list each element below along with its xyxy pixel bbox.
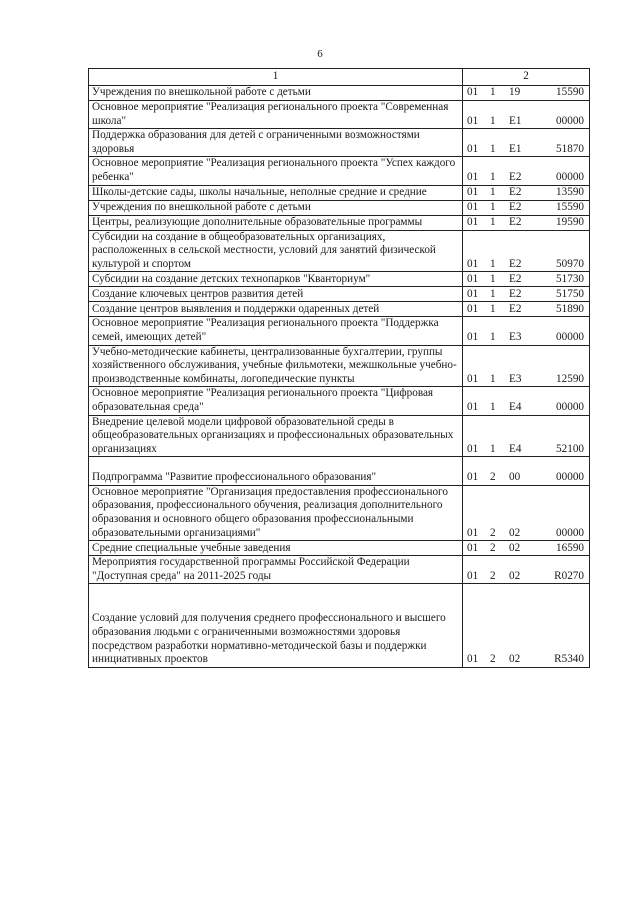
code-program: 01 <box>467 257 479 270</box>
row-name: Субсидии на создание детских технопарков "Кванториум" <box>92 272 371 285</box>
code-event: 02 <box>509 569 521 582</box>
code-direction: 00000 <box>556 114 584 127</box>
row-code-cell <box>463 415 590 457</box>
row-name: Создание центров выявления и поддержки одаренных детей <box>92 302 380 315</box>
code-event: E2 <box>509 257 522 270</box>
code-direction: 00000 <box>556 170 584 183</box>
code-direction: 52100 <box>556 442 584 455</box>
row-code-cell <box>463 272 590 287</box>
code-program: 01 <box>467 471 479 484</box>
code-program: 01 <box>467 442 479 455</box>
row-code-cell <box>463 302 590 317</box>
code-program: 01 <box>467 215 479 228</box>
code-subprogram: 1 <box>490 272 496 285</box>
code-program: 01 <box>467 170 479 183</box>
row-code-cell <box>463 287 590 302</box>
row-name-cell <box>89 415 463 457</box>
code-direction: 15590 <box>556 86 584 99</box>
code-direction: 15590 <box>556 200 584 213</box>
code-event: 02 <box>509 653 521 666</box>
row-code-cell <box>463 556 590 584</box>
code-program: 01 <box>467 541 479 554</box>
table-row <box>89 215 590 230</box>
budget-classification-table <box>88 68 590 668</box>
code-subprogram: 1 <box>490 287 496 300</box>
row-name: Основное мероприятие "Реализация регионального проекта "Поддержка семей, имеющих детей" <box>92 317 439 343</box>
row-name: Создание ключевых центров развития детей <box>92 287 304 300</box>
table-row <box>89 387 590 415</box>
code-program: 01 <box>467 302 479 315</box>
code-event: E3 <box>509 372 522 385</box>
code-direction: 13590 <box>556 185 584 198</box>
code-event: E1 <box>509 142 522 155</box>
code-program: 01 <box>467 330 479 343</box>
row-name: Основное мероприятие "Реализация регионального проекта "Успех каждого ребенка" <box>92 157 456 183</box>
table-row <box>89 230 590 272</box>
code-subprogram: 1 <box>490 330 496 343</box>
row-code-cell <box>463 157 590 185</box>
header-col-1: 1 <box>89 69 463 86</box>
row-name-cell <box>89 272 463 287</box>
code-direction: 00000 <box>556 526 584 539</box>
code-program: 01 <box>467 569 479 582</box>
code-subprogram: 1 <box>490 142 496 155</box>
code-program: 01 <box>467 372 479 385</box>
table-row <box>89 129 590 157</box>
row-code-cell <box>463 200 590 215</box>
row-name: Мероприятия государственной программы Российской Федерации "Доступная среда" на 2011-2025 годы <box>92 556 410 582</box>
header-col-2: 2 <box>463 69 590 86</box>
row-name-cell <box>89 541 463 556</box>
page-number: 6 <box>317 48 323 60</box>
table-row <box>89 157 590 185</box>
row-name-cell <box>89 287 463 302</box>
code-direction: 00000 <box>556 330 584 343</box>
code-subprogram: 2 <box>490 471 496 484</box>
table-row <box>89 86 590 101</box>
code-direction: R0270 <box>554 569 584 582</box>
row-code-cell <box>463 387 590 415</box>
code-event: E3 <box>509 330 522 343</box>
table-row <box>89 317 590 345</box>
row-code-cell <box>463 230 590 272</box>
row-name: Подпрограмма "Развитие профессионального образования" <box>92 471 377 484</box>
row-name: Центры, реализующие дополнительные образовательные программы <box>92 215 423 228</box>
table-row <box>89 287 590 302</box>
code-subprogram: 1 <box>490 170 496 183</box>
row-code-cell <box>463 457 590 486</box>
row-name: Основное мероприятие "Организация предоставления профессионального образования, профессионального обучения, реализация дополнительного образования и основного общего образования профессиональными образовательными организациями" <box>92 485 448 539</box>
code-subprogram: 1 <box>490 200 496 213</box>
row-code-cell <box>463 317 590 345</box>
row-name: Создание условий для получения среднего профессионального и высшего образования людьми с ограниченными возможностями здоровья посредством разработки нормативно-методической базы и поддержки инициативных проектов <box>92 612 446 666</box>
code-program: 01 <box>467 185 479 198</box>
table-row <box>89 101 590 129</box>
row-name-cell <box>89 230 463 272</box>
code-direction: 00000 <box>556 471 584 484</box>
code-program: 01 <box>467 86 479 99</box>
table-row <box>89 302 590 317</box>
table-row <box>89 541 590 556</box>
row-code-cell <box>463 129 590 157</box>
row-code-cell <box>463 485 590 540</box>
code-event: E1 <box>509 114 522 127</box>
row-name-cell <box>89 101 463 129</box>
code-event: E2 <box>509 185 522 198</box>
code-event: 02 <box>509 526 521 539</box>
row-code-cell <box>463 541 590 556</box>
row-name: Средние специальные учебные заведения <box>92 541 291 554</box>
code-event: 00 <box>509 471 521 484</box>
row-name: Учебно-методические кабинеты, централизованные бухгалтерии, группы хозяйственного обслуживания, учебные фильмотеки, межшкольные учебно-производственные комбинаты, логопедические пункты <box>92 345 457 385</box>
row-name-cell <box>89 387 463 415</box>
code-subprogram: 2 <box>490 541 496 554</box>
code-event: E2 <box>509 287 522 300</box>
code-direction: 00000 <box>556 400 584 413</box>
code-program: 01 <box>467 400 479 413</box>
row-name: Школы-детские сады, школы начальные, неполные средние и средние <box>92 185 427 198</box>
table-row <box>89 584 590 667</box>
row-name-cell <box>89 317 463 345</box>
row-name-cell <box>89 200 463 215</box>
row-name-cell <box>89 485 463 540</box>
code-program: 01 <box>467 200 479 213</box>
code-event: E4 <box>509 442 522 455</box>
code-program: 01 <box>467 272 479 285</box>
code-subprogram: 1 <box>490 215 496 228</box>
row-name: Внедрение целевой модели цифровой образовательной среды в общеобразовательных организациях и профессиональных образовательных организациях <box>92 415 454 455</box>
row-name: Субсидии на создание в общеобразовательных организациях, расположенных в сельской местности, условий для занятий физической культурой и спортом <box>92 230 436 270</box>
row-code-cell <box>463 215 590 230</box>
row-code-cell <box>463 584 590 667</box>
code-subprogram: 1 <box>490 302 496 315</box>
row-code-cell <box>463 101 590 129</box>
code-direction: 51750 <box>556 287 584 300</box>
table-row <box>89 415 590 457</box>
code-event: 19 <box>509 86 521 99</box>
row-name-cell <box>89 129 463 157</box>
row-name-cell <box>89 302 463 317</box>
code-program: 01 <box>467 287 479 300</box>
code-subprogram: 1 <box>490 400 496 413</box>
code-subprogram: 1 <box>490 86 496 99</box>
code-direction: R5340 <box>554 653 584 666</box>
row-name: Учреждения по внешкольной работе с детьми <box>92 200 311 213</box>
code-subprogram: 1 <box>490 372 496 385</box>
row-name-cell <box>89 215 463 230</box>
table-row <box>89 272 590 287</box>
row-name-cell <box>89 556 463 584</box>
code-program: 01 <box>467 114 479 127</box>
table-row <box>89 185 590 200</box>
table-row <box>89 457 590 486</box>
table-row <box>89 485 590 540</box>
code-subprogram: 1 <box>490 257 496 270</box>
code-direction: 16590 <box>556 541 584 554</box>
code-event: E4 <box>509 400 522 413</box>
code-event: E2 <box>509 200 522 213</box>
code-subprogram: 1 <box>490 185 496 198</box>
code-event: E2 <box>509 272 522 285</box>
code-event: E2 <box>509 215 522 228</box>
table-row <box>89 556 590 584</box>
row-code-cell <box>463 86 590 101</box>
code-program: 01 <box>467 526 479 539</box>
table-row <box>89 345 590 387</box>
row-name-cell <box>89 457 463 486</box>
code-event: E2 <box>509 170 522 183</box>
code-event: E2 <box>509 302 522 315</box>
code-subprogram: 2 <box>490 653 496 666</box>
code-direction: 51870 <box>556 142 584 155</box>
row-name: Основное мероприятие "Реализация регионального проекта "Цифровая образовательная среда" <box>92 387 434 413</box>
code-direction: 12590 <box>556 372 584 385</box>
row-name-cell <box>89 345 463 387</box>
row-code-cell <box>463 185 590 200</box>
row-name-cell <box>89 584 463 667</box>
row-name-cell <box>89 86 463 101</box>
row-code-cell <box>463 345 590 387</box>
table-row <box>89 200 590 215</box>
row-name: Учреждения по внешкольной работе с детьми <box>92 86 311 99</box>
code-subprogram: 2 <box>490 569 496 582</box>
code-direction: 51890 <box>556 302 584 315</box>
code-direction: 51730 <box>556 272 584 285</box>
code-subprogram: 1 <box>490 114 496 127</box>
code-program: 01 <box>467 653 479 666</box>
row-name: Поддержка образования для детей с ограниченными возможностями здоровья <box>92 129 420 155</box>
code-event: 02 <box>509 541 521 554</box>
code-subprogram: 1 <box>490 442 496 455</box>
code-direction: 50970 <box>556 257 584 270</box>
code-program: 01 <box>467 142 479 155</box>
row-name-cell <box>89 157 463 185</box>
table-header-row <box>89 69 590 86</box>
row-name: Основное мероприятие "Реализация регионального проекта "Современная школа" <box>92 101 449 127</box>
row-name-cell <box>89 185 463 200</box>
code-direction: 19590 <box>556 215 584 228</box>
code-subprogram: 2 <box>490 526 496 539</box>
